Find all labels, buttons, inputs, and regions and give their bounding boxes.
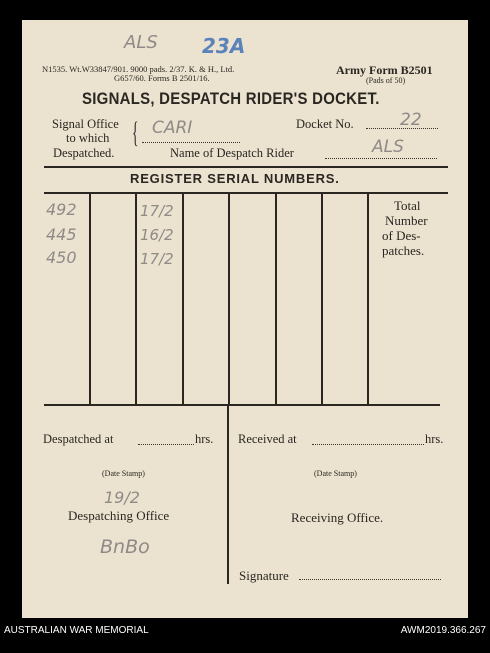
total-label-3: of Des- <box>382 228 421 243</box>
serial-date: 17/2 <box>140 250 174 268</box>
signal-office-handwriting: CARI <box>152 118 193 138</box>
column-divider <box>275 194 277 404</box>
archive-footer <box>0 618 490 653</box>
column-divider <box>228 194 230 404</box>
signature-dotted-line <box>299 579 441 580</box>
signal-office-label-3: Despatched. <box>53 146 115 160</box>
serial-date: 16/2 <box>140 226 174 244</box>
received-at-label: Received at <box>238 432 297 446</box>
rider-name-handwriting: ALS <box>372 137 404 157</box>
despatched-hrs-label: hrs. <box>195 432 214 446</box>
column-divider <box>182 194 184 404</box>
despatch-date-handwriting: 19/2 <box>104 488 140 507</box>
army-form-number: Army Form B2501 <box>336 63 433 77</box>
total-label-2: Number <box>385 213 428 228</box>
footer-institution: AUSTRALIAN WAR MEMORIAL <box>4 625 149 636</box>
column-divider <box>135 194 137 404</box>
despatched-at-label: Despatched at <box>43 432 114 446</box>
column-divider <box>367 194 369 404</box>
register-bottom-rule <box>44 404 440 406</box>
print-reference-line-1: N1535. Wt.W33847/901. 9000 pads. 2/37. K. & H., Ltd. <box>42 64 235 74</box>
received-at-dotted-line <box>312 444 424 445</box>
serial-number: 492 <box>46 200 77 219</box>
brace-symbol: { <box>132 116 139 149</box>
bottom-divider <box>227 406 229 584</box>
pads-note: (Pads of 50) <box>366 76 406 85</box>
docket-no-handwriting: 22 <box>400 110 422 130</box>
receive-date-stamp-label: (Date Stamp) <box>314 469 357 478</box>
received-hrs-label: hrs. <box>425 432 444 446</box>
signal-office-dotted-line <box>142 142 240 143</box>
column-divider <box>89 194 91 404</box>
docket-no-label: Docket No. <box>296 117 354 131</box>
top-number-handwriting: 23A <box>202 34 246 58</box>
receiving-office-label: Receiving Office. <box>291 510 384 525</box>
docket-paper <box>22 20 468 618</box>
rider-name-dotted-line <box>325 158 437 159</box>
print-reference-line-2: G657/60. Forms B 2501/16. <box>114 73 210 83</box>
signal-office-label-2: to which <box>66 131 110 145</box>
column-divider <box>321 194 323 404</box>
register-header: REGISTER SERIAL NUMBERS. <box>130 171 340 186</box>
serial-date: 17/2 <box>140 202 174 220</box>
rider-name-label: Name of Despatch Rider <box>170 146 294 160</box>
serial-number: 445 <box>46 225 77 244</box>
signal-office-label-1: Signal Office <box>52 117 119 131</box>
despatching-office-handwriting: BnBo <box>100 536 150 558</box>
signature-label: Signature <box>239 568 289 583</box>
register-header-rule <box>44 192 448 194</box>
total-label-1: Total <box>394 198 421 213</box>
despatched-at-dotted-line <box>138 444 194 445</box>
form-title: SIGNALS, DESPATCH RIDER'S DOCKET. <box>82 89 380 108</box>
register-top-rule <box>44 166 448 168</box>
footer-accession-number: AWM2019.366.267 <box>400 625 486 636</box>
top-initials-handwriting: ALS <box>124 32 158 53</box>
despatch-date-stamp-label: (Date Stamp) <box>102 469 145 478</box>
serial-number: 450 <box>46 248 77 267</box>
total-label-4: patches. <box>382 243 425 258</box>
despatching-office-label: Despatching Office <box>68 508 170 523</box>
